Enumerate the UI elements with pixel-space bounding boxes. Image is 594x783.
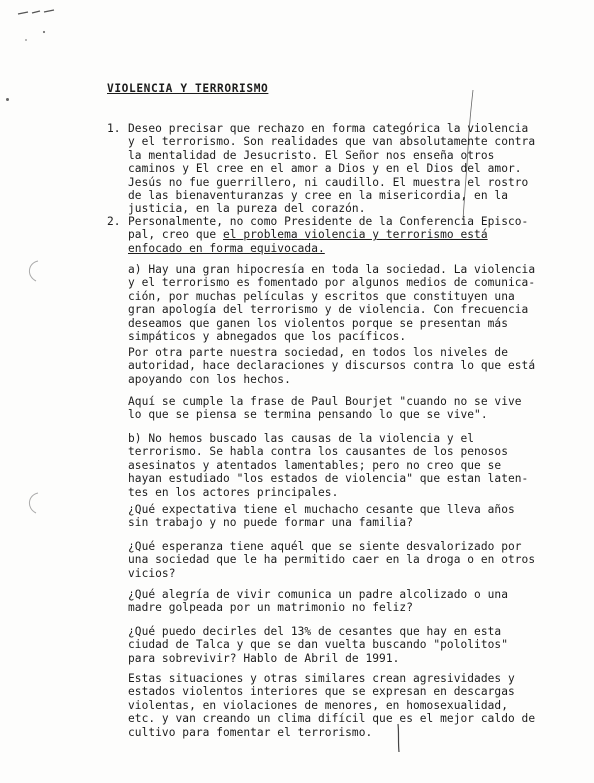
- text-line: [128, 228, 564, 241]
- paragraph-question-talca: [128, 625, 564, 665]
- text-line: una sociedad que le ha permitido caer en la droga o en otros: [128, 553, 536, 567]
- paragraph-question-family: [128, 588, 564, 615]
- underlined-emphasis: el problema violencia y terrorismo está: [223, 228, 488, 242]
- text-line: cultivo para fomentar el terrorismo.: [128, 725, 373, 739]
- text-line: vicios?: [128, 566, 176, 580]
- paragraph-question-unemployed: [128, 503, 564, 530]
- binder-hole-mark-upper: [22, 258, 42, 284]
- text-line: ¿Qué alegría de vivir comunica un padre alcolizado o una: [128, 588, 508, 601]
- text-line: ¿Qué expectativa tiene el muchacho cesante que lleva años: [128, 503, 515, 516]
- text-line: y el terrorismo. Son realidades que van absolutamente contra: [128, 135, 536, 149]
- paragraph-b: [128, 432, 564, 499]
- text-line: y el terrorismo es fomentado por algunos medios de comunica-: [128, 276, 536, 290]
- text-line: la mentalidad de Jesucristo. El Señor nos enseña otros: [128, 148, 495, 162]
- binder-hole-mark-lower: [22, 490, 42, 516]
- item-1-number: 1.: [107, 122, 121, 135]
- item-2-text: [128, 215, 564, 255]
- text-line: [128, 242, 564, 255]
- item-1-text: [128, 122, 564, 216]
- text-line: ción, por muchas películas y escritos que constituyen una: [128, 289, 515, 303]
- document-title: VIOLENCIA Y TERRORISMO: [107, 82, 269, 95]
- text-line: deseamos que ganen los violentos porque se presentan más: [128, 316, 508, 330]
- text-line: ¿Qué puedo decirles del 13% de cesantes que hay en esta: [128, 625, 502, 638]
- text-line: autoridad, hace declaraciones y discursos contra lo que está: [128, 359, 536, 373]
- underlined-emphasis: enfocado en forma equivocada.: [128, 241, 325, 255]
- text-line: madre golpeada por un matrimonio no feliz?: [128, 601, 413, 615]
- text-line: caminos y El cree en el amor a Dios y en el Dios del amor.: [128, 162, 522, 176]
- paragraph-question-drugs: [128, 540, 564, 580]
- text-line: terrorismo. Se habla contra los causantes de los penosos: [128, 445, 508, 459]
- text-line: hayan estudiado "los estados de violencia" que estan laten-: [128, 472, 529, 486]
- text-line: Por otra parte nuestra sociedad, en todos los niveles de: [128, 346, 508, 359]
- scan-smudge-top-left: [14, 6, 64, 46]
- text-line: de las bienaventuranzas y cree en la misericordia, en la: [128, 189, 508, 203]
- text-line: a) Hay una gran hipocresía en toda la sociedad. La violencia: [128, 263, 536, 276]
- paragraph-society: [128, 346, 564, 386]
- text-line: lo que se piensa se termina pensando lo que se vive".: [128, 408, 488, 422]
- text-line: justicia, en la pureza del corazón.: [128, 202, 366, 216]
- text-line: ciudad de Talca y que se dan vuelta buscando "pololitos": [128, 638, 508, 652]
- text-line: Personalmente, no como Presidente de la Conferencia Episco-: [128, 215, 529, 228]
- paragraph-conclusion: [128, 672, 564, 739]
- text-line: para sobrevivir? Hablo de Abril de 1991.: [128, 651, 400, 665]
- text-line: b) No hemos buscado las causas de la violencia y el: [128, 432, 475, 445]
- text-line: Jesús no fue guerrillero, ni caudillo. El muestra el rostro: [128, 175, 529, 189]
- text-line: etc. y van creando un clima difícil que es el mejor caldo de: [128, 712, 536, 726]
- text-line: violentas, en violaciones de menores, en homosexualidad,: [128, 698, 508, 712]
- text-line: asesinatos y atentados lamentables; pero no creo que se: [128, 458, 502, 472]
- text-line: simpáticos y abnegados que los pacíficos.: [128, 330, 407, 344]
- paragraph-quote: [128, 395, 564, 422]
- text-line: sin trabajo y no puede formar una familia?: [128, 516, 413, 530]
- item-2-number: 2.: [107, 215, 121, 228]
- paragraph-a: [128, 263, 564, 343]
- pen-mark-bottom: [392, 722, 406, 756]
- text-line: tes en los actores principales.: [128, 485, 339, 499]
- text-line: Aquí se cumple la frase de Paul Bourjet "cuando no se vive: [128, 395, 522, 408]
- text-line: estados violentos interiores que se expresan en descargas: [128, 685, 515, 699]
- text-plain: pal, creo que: [128, 228, 223, 242]
- scan-dot: [6, 98, 9, 101]
- text-line: Deseo precisar que rechazo en forma categórica la violencia: [128, 122, 529, 135]
- text-line: Estas situaciones y otras similares crean agresividades y: [128, 672, 515, 685]
- text-line: gran apología del terrorismo y de violencia. Con frecuencia: [128, 303, 529, 317]
- text-line: apoyando con los hechos.: [128, 372, 291, 386]
- text-line: ¿Qué esperanza tiene aquél que se siente desvalorizado por: [128, 540, 522, 553]
